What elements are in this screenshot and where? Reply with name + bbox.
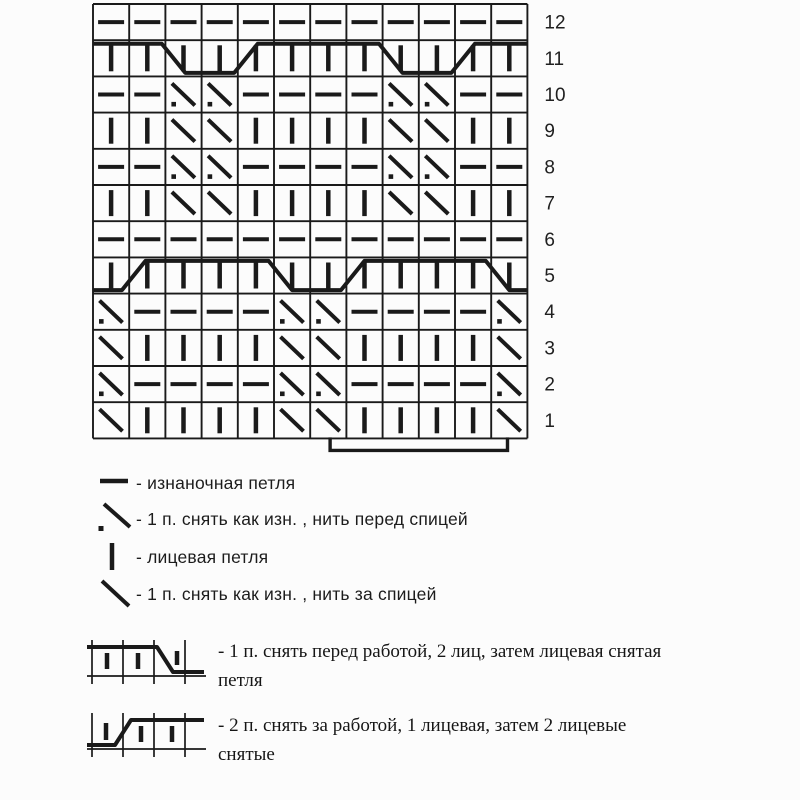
legend-label-knit: - лицевая петля bbox=[136, 546, 269, 567]
row-number: 12 bbox=[544, 12, 566, 34]
legend-item-purl bbox=[96, 466, 295, 500]
legend-item-slip-yarn-back bbox=[96, 577, 437, 611]
cable-front-line1: - 1 п. снять перед работой, 2 лиц, затем лицевая снятая bbox=[218, 641, 662, 662]
legend-label-slip-yarn-front: - 1 п. снять как изн. , нить перед спицей bbox=[136, 508, 468, 529]
slip-yarn-front-icon bbox=[96, 502, 136, 536]
legend-label-slip-yarn-back: - 1 п. снять как изн. , нить за спицей bbox=[136, 583, 437, 604]
row-number: 7 bbox=[544, 193, 555, 215]
cable-legend-text-front bbox=[218, 637, 708, 695]
cable-back-line2: снятые bbox=[218, 744, 275, 765]
row-number: 1 bbox=[544, 410, 555, 432]
slip-yarn-back-icon bbox=[96, 577, 136, 611]
row-number: 11 bbox=[544, 48, 565, 70]
row-number: 10 bbox=[544, 85, 566, 106]
row-number: 5 bbox=[544, 266, 555, 287]
purl-stitch-icon bbox=[96, 466, 136, 500]
cable-legend-text-back bbox=[218, 711, 708, 769]
row-number: 4 bbox=[544, 302, 555, 324]
legend-item-knit bbox=[96, 540, 268, 574]
row-number: 8 bbox=[544, 157, 555, 179]
cable-back-line1: - 2 п. снять за работой, 1 лицевая, затем 2 лицевые bbox=[218, 715, 627, 736]
row-number: 2 bbox=[544, 374, 555, 396]
cable-back-symbol-icon bbox=[86, 707, 216, 763]
cable-front-symbol-icon bbox=[86, 634, 216, 690]
knit-stitch-icon bbox=[96, 540, 136, 574]
legend-label-purl: - изнаночная петля bbox=[136, 472, 296, 493]
row-number: 9 bbox=[544, 121, 555, 143]
row-number: 6 bbox=[544, 229, 555, 251]
cable-front-line2: петля bbox=[218, 670, 263, 691]
row-number: 3 bbox=[544, 338, 555, 360]
legend-item-slip-yarn-front bbox=[96, 502, 468, 536]
